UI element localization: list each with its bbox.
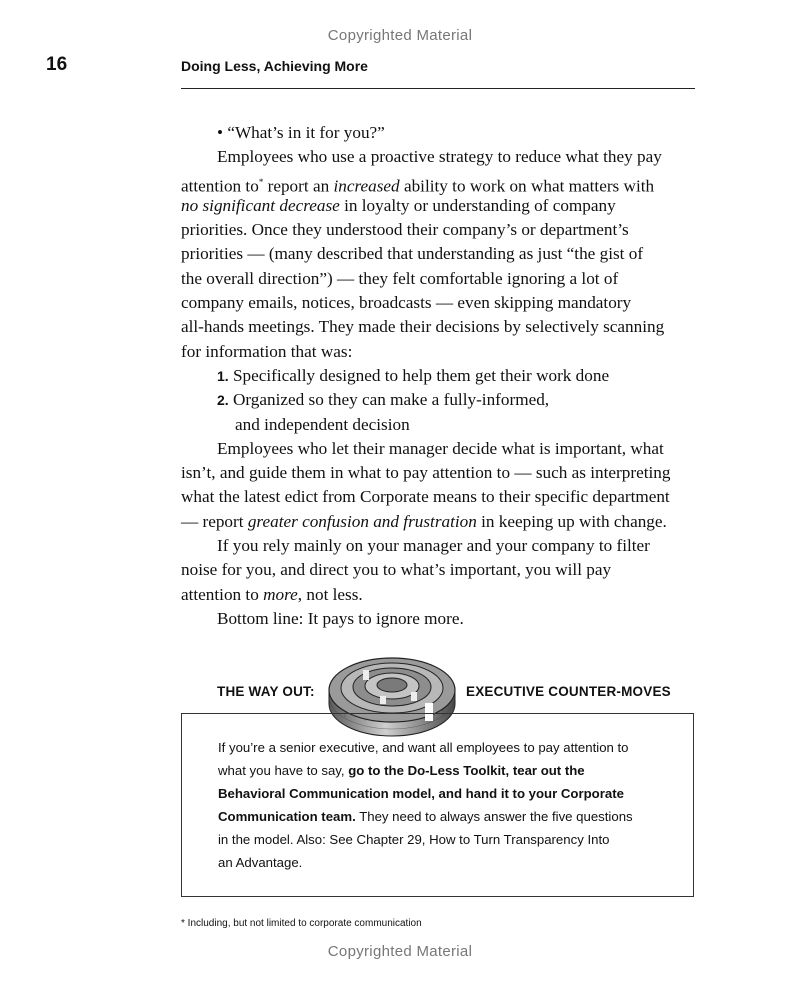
running-title: Doing Less, Achieving More bbox=[181, 58, 368, 74]
numbered-item bbox=[181, 388, 711, 412]
paragraph-3-line: noise for you, and direct you to what’s important, you will pay bbox=[181, 560, 612, 580]
text: , not less. bbox=[297, 584, 363, 604]
footnote-marker: * bbox=[258, 176, 264, 187]
paragraph-1-line: the overall direction”) — they felt comfortable ignoring a lot of bbox=[181, 268, 619, 288]
text: ability to work on what matters with bbox=[399, 176, 655, 196]
paragraph-1-line: for information that was: bbox=[181, 341, 353, 361]
counter-moves-box bbox=[181, 713, 694, 897]
paragraph-2-line: Employees who let their manager decide what is important, what bbox=[217, 438, 664, 458]
watermark-top: Copyrighted Material bbox=[327, 27, 473, 44]
bold-text: go to the Do-Less Toolkit, tear out the bbox=[348, 763, 585, 778]
numbered-item bbox=[181, 364, 711, 388]
text: They need to always answer the five questions bbox=[355, 809, 633, 824]
paragraph-1-line: priorities — (many described that understanding as just “the gist of bbox=[181, 244, 644, 264]
box-line bbox=[218, 759, 678, 782]
paragraph-1-line: all-hands meetings. They made their decisions by selectively scanning bbox=[181, 317, 665, 337]
text: what you have to say, bbox=[218, 763, 349, 778]
emphasis: no significant decrease bbox=[181, 195, 340, 215]
page-number: 16 bbox=[46, 54, 68, 75]
body-text bbox=[181, 121, 711, 631]
box-line bbox=[218, 782, 678, 805]
emphasis: greater confusion and frustration bbox=[247, 511, 477, 531]
paragraph-1-line: company emails, notices, broadcasts — even skipping mandatory bbox=[181, 293, 632, 313]
paragraph-1-line: Employees who use a proactive strategy to reduce what they pay bbox=[217, 147, 662, 167]
text: — report bbox=[181, 511, 248, 531]
numbered-item-continuation: and independent decision bbox=[235, 414, 410, 434]
paragraph-1-line: priorities. Once they understood their company’s or department’s bbox=[181, 220, 629, 240]
text: in keeping up with change. bbox=[476, 511, 667, 531]
box-text bbox=[218, 736, 678, 874]
paragraph-2-line: isn’t, and guide them in what to pay attention to — such as interpreting bbox=[181, 463, 671, 483]
footnote: * Including, but not limited to corporate communication bbox=[181, 918, 422, 929]
paragraph-1-line bbox=[181, 194, 711, 218]
paragraph-3-line: If you rely mainly on your manager and your company to filter bbox=[217, 536, 650, 556]
text: report an bbox=[263, 176, 334, 196]
bold-text: Communication team. bbox=[218, 809, 356, 824]
text: attention to bbox=[181, 584, 264, 604]
paragraph-3-line bbox=[181, 583, 711, 607]
bold-text: Behavioral Communication model, and hand it to your Corporate bbox=[218, 786, 624, 801]
header-rule bbox=[181, 88, 695, 89]
way-out-label: THE WAY OUT: bbox=[217, 684, 315, 699]
watermark-bottom: Copyrighted Material bbox=[327, 943, 473, 960]
box-line: an Advantage. bbox=[218, 855, 303, 870]
item-number: 1. bbox=[217, 367, 229, 384]
paragraph-2-line bbox=[181, 510, 711, 534]
paragraph-4: Bottom line: It pays to ignore more. bbox=[217, 608, 464, 628]
paragraph-1-line bbox=[181, 170, 711, 194]
item-number: 2. bbox=[217, 392, 229, 409]
item-text: Specifically designed to help them get their work done bbox=[232, 365, 610, 385]
box-line: in the model. Also: See Chapter 29, How to Turn Transparency Into bbox=[218, 832, 610, 847]
text: attention to bbox=[181, 176, 259, 196]
item-text: Organized so they can make a fully-informed, bbox=[232, 390, 550, 410]
bullet-item: • “What’s in it for you?” bbox=[217, 123, 385, 142]
box-line bbox=[218, 805, 678, 828]
box-line: If you’re a senior executive, and want all employees to pay attention to bbox=[218, 740, 629, 755]
text: in loyalty or understanding of company bbox=[339, 195, 616, 215]
emphasis: more bbox=[263, 584, 298, 604]
emphasis: increased bbox=[333, 176, 400, 196]
executive-counter-moves-label: EXECUTIVE COUNTER-MOVES bbox=[466, 684, 671, 699]
paragraph-2-line: what the latest edict from Corporate means to their specific department bbox=[181, 487, 670, 507]
